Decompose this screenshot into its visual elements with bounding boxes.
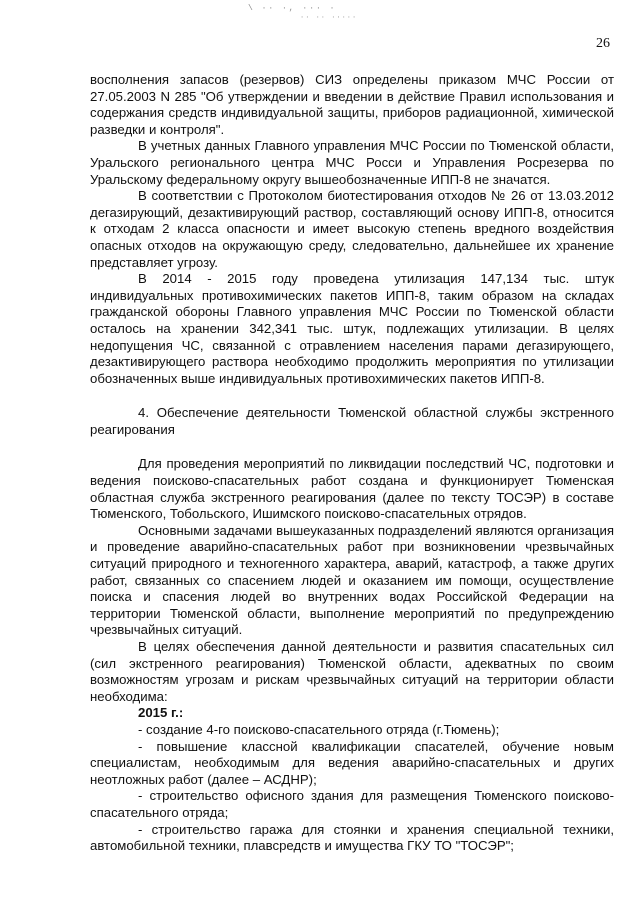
list-item: - создание 4-го поисково-спасательного отряда (г.Тюмень); xyxy=(138,721,500,737)
document-body xyxy=(90,72,614,855)
faint-stamp-mark-2: ·· ·· ····· xyxy=(300,14,358,22)
paragraph-biotesting: В соответствии с Протоколом биотестирования отходов № 26 от 13.03.2012 дегазирующий, дезактивирующий раствор, составляющий основу ИПП-8, относится к отходам 2 класса опасности и имеет высокую степень вредного воздействия опасных отходов на окружающую среду, следовательно, дальнейшее их хранение представляет угрозу. xyxy=(90,188,614,270)
paragraph-utilization: В 2014 - 2015 году проведена утилизация 147,134 тыс. штук индивидуальных противохимических пакетов ИПП-8, таким образом на складах гражданской обороны Главного управления МЧС России по Тюменской области осталось на хранении 342,341 тыс. штук, подлежащих утилизации. В целях недопущения ЧС, связанной с отравлением населения парами дегазирующего, дезактивирующего раствора необходимо продолжить мероприятия по утилизации обозначенных выше индивидуальных противохимических пакетов ИПП-8. xyxy=(90,271,614,386)
paragraph-accounting: В учетных данных Главного управления МЧС России по Тюменской области, Уральского регионального центра МЧС Росси и Управления Росрезерва по Уральскому федеральному округу вышеобозначенные ИПП-8 не значатся. xyxy=(90,138,614,187)
paragraph-needs: В целях обеспечения данной деятельности и развития спасательных сил (сил экстренного реагирования) Тюменской области, адекватных по своим возможностям угрозам и рискам чрезвычайных ситуаций на территории области необходима: xyxy=(90,639,614,704)
page-number: 26 xyxy=(596,36,610,51)
year-label: 2015 г.: xyxy=(138,705,184,721)
list-item: - строительство офисного здания для размещения Тюменского поисково-спасательного отряда; xyxy=(90,788,614,820)
faint-stamp-mark: \ ·· ·, ··· · xyxy=(248,4,337,13)
paragraph-service: Для проведения мероприятий по ликвидации последствий ЧС, подготовки и ведения поисково-спасательных работ создана и функционирует Тюменская областная служба экстренного реагирования (далее по тексту ТОСЭР) в составе Тюменского, Тобольского, Ишимского поисково-спасательных отрядов. xyxy=(90,456,614,522)
section-heading: 4. Обеспечение деятельности Тюменской областной службы экстренного реагирования xyxy=(90,405,614,437)
paragraph-tasks: Основными задачами вышеуказанных подразделений являются организация и проведение аварийно-спасательных работ при возникновении чрезвычайных ситуаций природного и техногенного характера, аварий, катастроф, а также других работ, связанных со спасением людей и оказанием им помощи, осуществление поиска и спасения людей во внутренних водах Российской Федерации на территории Тюменской области, выполнение мероприятий по предупреждению чрезвычайных ситуаций. xyxy=(90,522,614,638)
list-item: - строительство гаража для стоянки и хранения специальной техники, автомобильной техники, плавсредств и имущества ГКУ ТО "ТОСЭР"; xyxy=(90,821,614,854)
list-item: - повышение классной квалификации спасателей, обучение новым специалистам, необходимым для ведения аварийно-спасательных и других неотложных работ (далее – АСДНР); xyxy=(90,738,614,787)
paragraph-continuation: восполнения запасов (резервов) СИЗ определены приказом МЧС России от 27.05.2003 N 285 "Об утверждении и введении в действие Правил использования и содержания средств индивидуальной защиты, приборов радиационной, химической разведки и контроля". xyxy=(90,72,614,137)
